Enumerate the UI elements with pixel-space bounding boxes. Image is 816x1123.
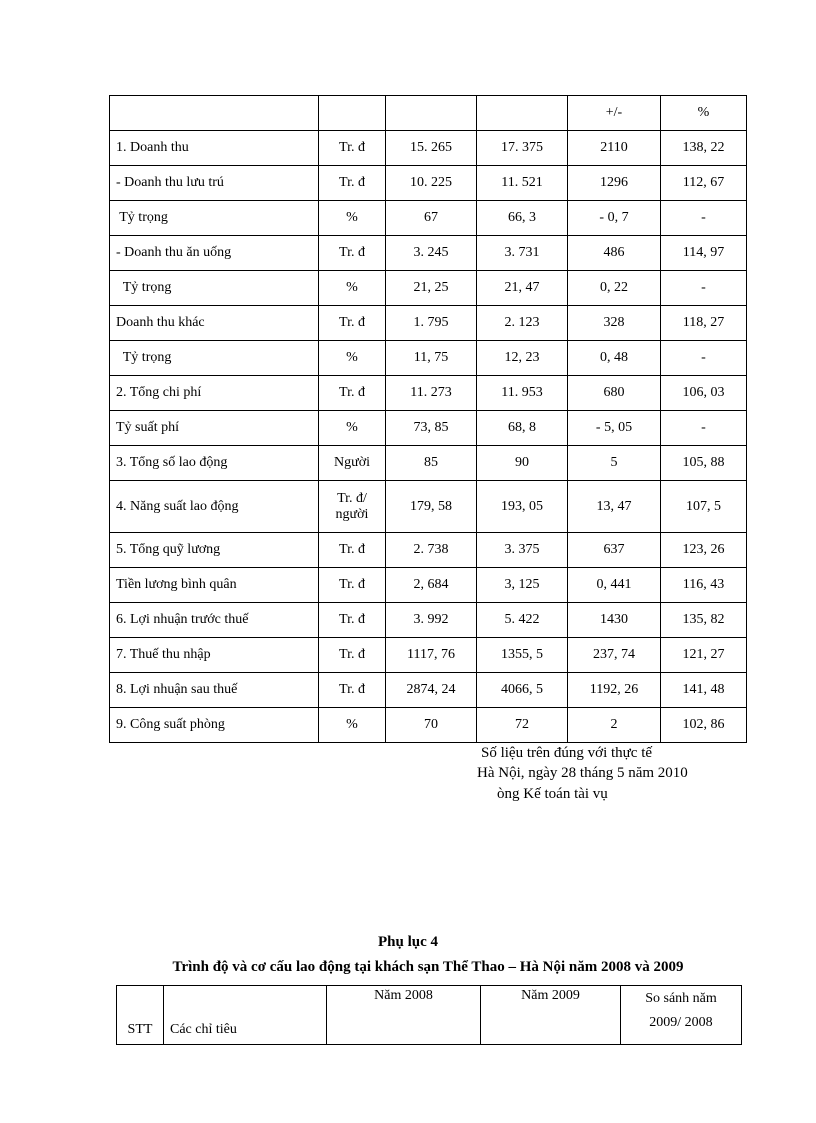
table-row	[110, 376, 747, 411]
table-row	[110, 201, 747, 236]
cell-label: 3. Tổng số lao động	[110, 446, 319, 481]
table-row	[110, 673, 747, 708]
cell-diff: 2	[568, 708, 661, 743]
cell-y2009: 3. 375	[477, 533, 568, 568]
cell-label: - Doanh thu lưu trú	[110, 166, 319, 201]
appendix-subtitle: Trình độ và cơ cấu lao động tại khách sạn Thể Thao – Hà Nội năm 2008 và 2009	[172, 959, 684, 975]
cell-y2009: 11. 953	[477, 376, 568, 411]
cell-y2009: 17. 375	[477, 131, 568, 166]
cell-diff: 637	[568, 533, 661, 568]
cell-label: Tỷ trọng	[110, 201, 319, 236]
cell-diff: 0, 48	[568, 341, 661, 376]
table-row	[110, 708, 747, 743]
col-year-2009: Năm 2009	[481, 986, 621, 1045]
cell-label: 9. Công suất phòng	[110, 708, 319, 743]
table-header-row	[110, 96, 747, 131]
cell-pct: 102, 86	[661, 708, 747, 743]
cell-y2008: 10. 225	[386, 166, 477, 201]
cell-y2008: 15. 265	[386, 131, 477, 166]
table-row	[110, 306, 747, 341]
cell-unit: Tr. đ	[319, 166, 386, 201]
table-row	[110, 568, 747, 603]
cell-label: 7. Thuế thu nhập	[110, 638, 319, 673]
cell-y2008: 2. 738	[386, 533, 477, 568]
cell-y2009: 90	[477, 446, 568, 481]
cell-label: 8. Lợi nhuận sau thuế	[110, 673, 319, 708]
cell-unit: Tr. đ/ người	[319, 481, 386, 533]
cell-y2009: 193, 05	[477, 481, 568, 533]
cell-diff: 13, 47	[568, 481, 661, 533]
cell-pct: 107, 5	[661, 481, 747, 533]
cell-y2009: 21, 47	[477, 271, 568, 306]
col-comparison	[621, 986, 742, 1045]
cell-y2009: 1355, 5	[477, 638, 568, 673]
cell-unit: Người	[319, 446, 386, 481]
cell-y2009: 3. 731	[477, 236, 568, 271]
note-date: Hà Nội, ngày 28 tháng 5 năm 2010	[477, 765, 688, 781]
table-row	[110, 236, 747, 271]
appendix-title: Phụ lục 4	[377, 934, 438, 950]
cell-y2008: 73, 85	[386, 411, 477, 446]
header-cell	[386, 96, 477, 131]
cell-label: Doanh thu khác	[110, 306, 319, 341]
col-year-2008: Năm 2008	[327, 986, 481, 1045]
cell-y2008: 70	[386, 708, 477, 743]
cell-diff: 0, 22	[568, 271, 661, 306]
cell-unit: %	[319, 341, 386, 376]
cell-diff: 1430	[568, 603, 661, 638]
cell-pct: 135, 82	[661, 603, 747, 638]
cell-unit: Tr. đ	[319, 131, 386, 166]
table-row	[110, 341, 747, 376]
cell-pct: 121, 27	[661, 638, 747, 673]
cell-y2008: 179, 58	[386, 481, 477, 533]
cell-pct: 138, 22	[661, 131, 747, 166]
cell-pct: 116, 43	[661, 568, 747, 603]
cell-label: 1. Doanh thu	[110, 131, 319, 166]
table-row	[110, 481, 747, 533]
labor-table	[116, 985, 742, 1045]
cell-label: 5. Tổng quỹ lương	[110, 533, 319, 568]
cell-pct: 106, 03	[661, 376, 747, 411]
cell-pct: 105, 88	[661, 446, 747, 481]
cell-y2009: 66, 3	[477, 201, 568, 236]
header-cell	[319, 96, 386, 131]
cell-diff: 1192, 26	[568, 673, 661, 708]
cell-diff: 328	[568, 306, 661, 341]
cell-unit: %	[319, 411, 386, 446]
cell-diff: - 0, 7	[568, 201, 661, 236]
cell-unit: Tr. đ	[319, 568, 386, 603]
cell-unit: Tr. đ	[319, 236, 386, 271]
cell-pct: 118, 27	[661, 306, 747, 341]
cell-unit: Tr. đ	[319, 306, 386, 341]
cell-unit: %	[319, 708, 386, 743]
cell-pct: -	[661, 271, 747, 306]
cell-y2008: 2874, 24	[386, 673, 477, 708]
comparison-line1: So sánh năm	[645, 991, 717, 1006]
cell-pct: 114, 97	[661, 236, 747, 271]
labor-table-header	[117, 986, 742, 1045]
header-pct: %	[661, 96, 747, 131]
cell-label: Tỷ suất phí	[110, 411, 319, 446]
cell-unit: Tr. đ	[319, 533, 386, 568]
header-cell	[110, 96, 319, 131]
cell-unit: Tr. đ	[319, 376, 386, 411]
table-row	[110, 638, 747, 673]
cell-label: Tiền lương bình quân	[110, 568, 319, 603]
cell-y2009: 4066, 5	[477, 673, 568, 708]
cell-unit: %	[319, 271, 386, 306]
cell-diff: 486	[568, 236, 661, 271]
table-row	[110, 131, 747, 166]
cell-pct: 123, 26	[661, 533, 747, 568]
comparison-line2: 2009/ 2008	[649, 1015, 713, 1030]
cell-y2009: 72	[477, 708, 568, 743]
cell-label: 2. Tổng chi phí	[110, 376, 319, 411]
col-chi-tieu: Các chỉ tiêu	[164, 986, 327, 1045]
cell-y2009: 12, 23	[477, 341, 568, 376]
header-cell	[477, 96, 568, 131]
cell-y2008: 21, 25	[386, 271, 477, 306]
note-department: òng Kế toán tài vụ	[497, 786, 608, 802]
table-row	[110, 446, 747, 481]
cell-y2008: 11. 273	[386, 376, 477, 411]
note-verified: Số liệu trên đúng với thực tế	[481, 745, 653, 761]
cell-y2008: 3. 245	[386, 236, 477, 271]
cell-y2009: 2. 123	[477, 306, 568, 341]
cell-y2008: 11, 75	[386, 341, 477, 376]
cell-diff: 5	[568, 446, 661, 481]
cell-pct: -	[661, 201, 747, 236]
cell-y2008: 1117, 76	[386, 638, 477, 673]
cell-diff: - 5, 05	[568, 411, 661, 446]
cell-label: Tỷ trọng	[110, 341, 319, 376]
cell-diff: 1296	[568, 166, 661, 201]
cell-diff: 2110	[568, 131, 661, 166]
cell-y2008: 3. 992	[386, 603, 477, 638]
cell-diff: 0, 441	[568, 568, 661, 603]
table-row	[110, 271, 747, 306]
table-row	[110, 166, 747, 201]
table-row	[110, 411, 747, 446]
cell-pct: 141, 48	[661, 673, 747, 708]
table-row	[110, 533, 747, 568]
cell-pct: 112, 67	[661, 166, 747, 201]
financial-table	[109, 95, 747, 743]
cell-pct: -	[661, 341, 747, 376]
cell-y2008: 2, 684	[386, 568, 477, 603]
cell-y2009: 68, 8	[477, 411, 568, 446]
cell-label: Tỷ trọng	[110, 271, 319, 306]
cell-y2008: 1. 795	[386, 306, 477, 341]
header-diff: +/-	[568, 96, 661, 131]
col-stt: STT	[117, 986, 164, 1045]
cell-label: 6. Lợi nhuận trước thuế	[110, 603, 319, 638]
cell-y2009: 5. 422	[477, 603, 568, 638]
cell-unit: %	[319, 201, 386, 236]
cell-label: - Doanh thu ăn uống	[110, 236, 319, 271]
cell-label: 4. Năng suất lao động	[110, 481, 319, 533]
cell-y2009: 11. 521	[477, 166, 568, 201]
cell-y2009: 3, 125	[477, 568, 568, 603]
cell-diff: 237, 74	[568, 638, 661, 673]
cell-unit: Tr. đ	[319, 638, 386, 673]
table-row	[110, 603, 747, 638]
cell-unit: Tr. đ	[319, 673, 386, 708]
cell-y2008: 85	[386, 446, 477, 481]
cell-unit: Tr. đ	[319, 603, 386, 638]
cell-y2008: 67	[386, 201, 477, 236]
cell-diff: 680	[568, 376, 661, 411]
cell-pct: -	[661, 411, 747, 446]
